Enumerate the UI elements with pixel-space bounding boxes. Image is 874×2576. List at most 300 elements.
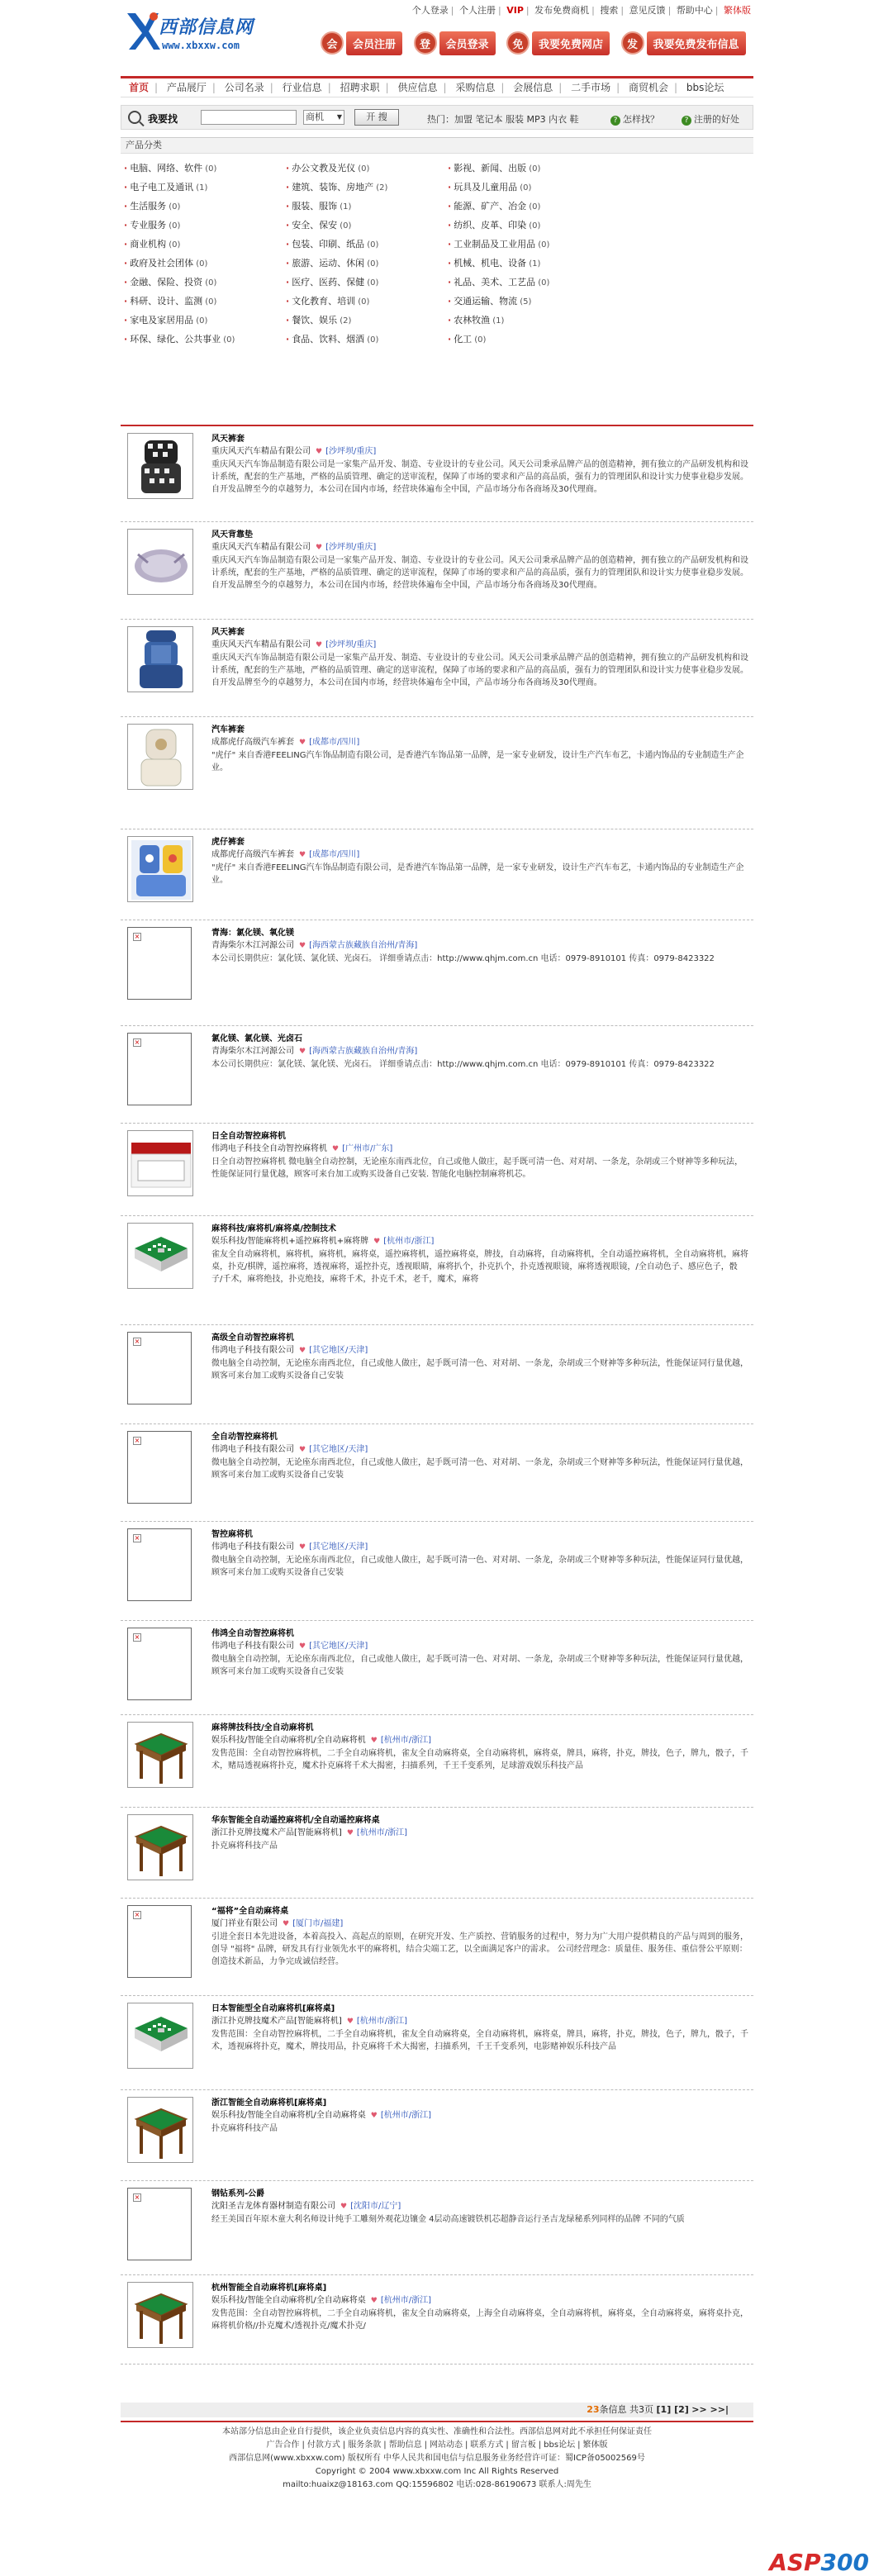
category-name: 环保、绿化、公共事业	[130, 334, 221, 345]
register-icon: 会	[321, 31, 344, 55]
category-count: (0)	[529, 202, 541, 211]
product-location[interactable]: [杭州市/浙江]	[383, 1237, 435, 1246]
product-info	[211, 433, 748, 496]
footer-contact: mailto:huaixz@18163.com QQ:15596802 电话:028-86190673 联系人:周先生	[283, 2480, 591, 2489]
product-title[interactable]: 麻将科技/麻将机/麻将桌/控制技术	[211, 1224, 336, 1233]
category-item[interactable]	[286, 181, 448, 194]
favorite-icon[interactable]: ♥	[299, 1048, 306, 1056]
product-location[interactable]: [杭州市/浙江]	[380, 2111, 431, 2120]
product-company[interactable]: 伟鸿电子科技有限公司	[211, 1445, 294, 1454]
product-image[interactable]	[127, 2282, 193, 2348]
broken-image-icon: ×	[134, 1633, 140, 1641]
category-item[interactable]	[286, 200, 448, 213]
page-total: 共3页	[629, 2404, 654, 2415]
category-item[interactable]	[448, 276, 610, 289]
product-company[interactable]: 娱乐科技/智能全自动麻将机/全自动麻将桌	[211, 2296, 366, 2305]
category-item[interactable]	[448, 200, 610, 213]
product-location[interactable]: [其它地区/天津]	[309, 1445, 368, 1454]
product-image-drawing	[128, 2098, 194, 2164]
footer-license: 西部信息网(www.xbxxw.com) 版权所有 中华人民共和国电信与信息服务业务经营许可证：蜀ICP备05002569号	[229, 2454, 645, 2463]
product-info	[211, 724, 748, 774]
product-image-drawing	[128, 2283, 194, 2349]
product-company-line	[211, 2015, 748, 2028]
product-location[interactable]: [厦门市/福建]	[292, 1919, 344, 1928]
favorite-icon[interactable]: ♥	[370, 1737, 378, 1745]
favorite-icon[interactable]: ♥	[340, 2203, 348, 2211]
category-item[interactable]	[448, 181, 610, 194]
separator: |	[424, 2441, 428, 2450]
product-location[interactable]: [沙坪坝/重庆]	[325, 640, 377, 649]
favorite-icon[interactable]: ♥	[316, 544, 323, 552]
product-description: 重庆风天汽车饰品制造有限公司是一家集产品开发、制造、专业设计的专业公司。风天公司秉承品牌产品的创造精神，拥有独立的产品研发机构和设计系统，配套的生产基地，严格的品质管理、确定的送审流程，保障了市场的要求和产品的高品质，强有力的管理团队和设计实力使事业稳步发展。自开发品牌至今的卓越努力，本公司在国内市场，经营块体遍布全中国，产品市场分布各商场及30代理商。	[211, 556, 748, 590]
favorite-icon[interactable]: ♥	[332, 1145, 340, 1153]
search-type-select[interactable]: 商机 ▼	[303, 110, 344, 125]
result-count: 23	[587, 2404, 600, 2415]
product-list	[121, 425, 753, 2365]
product-image[interactable]	[127, 1130, 193, 1196]
free-shop-button[interactable]: 免 我要免费网店	[506, 30, 610, 56]
footer-link[interactable]: 繁体版	[582, 2441, 608, 2450]
separator: |	[383, 2441, 387, 2450]
nav-supply[interactable]: 供应信息	[397, 82, 438, 93]
category-name: 能源、矿产、冶金	[454, 201, 527, 211]
product-image[interactable]	[127, 433, 193, 499]
favorite-icon[interactable]: ♥	[316, 448, 323, 456]
category-count: (2)	[376, 183, 388, 192]
search-bar	[121, 105, 753, 130]
product-title[interactable]: 汽车裤套	[211, 725, 245, 734]
category-name: 玩具及儿童用品	[454, 182, 518, 192]
favorite-icon[interactable]: ♥	[370, 2297, 378, 2305]
product-title[interactable]: 风天裤套	[211, 435, 245, 444]
product-title[interactable]: “福将”全自动麻将桌	[211, 1907, 289, 1916]
category-count: (1)	[340, 202, 352, 211]
content-wrap	[121, 0, 869, 2576]
product-company[interactable]: 伟鸿电子科技有限公司	[211, 1346, 294, 1355]
product-item	[121, 1522, 753, 1621]
site-logo[interactable]	[124, 5, 273, 58]
category-name: 礼品、美术、工艺品	[454, 277, 536, 288]
category-item[interactable]	[448, 295, 610, 308]
separator: |	[342, 2441, 346, 2450]
search-label: 我要找	[148, 113, 178, 125]
product-title[interactable]: 风天裤套	[211, 628, 245, 637]
product-company-line	[211, 1640, 748, 1653]
product-item	[121, 2275, 753, 2365]
category-item[interactable]	[124, 238, 286, 251]
product-description: 日全自动智控麻将机 微电脑全自动控制，无论座东南西北位，自己或他人做庄，起手既可清一色、对对胡、一条龙，杂胡或三个财神等多种玩法，性能保证同行量优越，顾客可来台加工或购买设备自己安装. 智能化电脑控制麻将机芯。	[211, 1157, 743, 1179]
register-benefits-link[interactable]: ? 注册的好处	[682, 112, 739, 126]
top-link-traditional[interactable]: 繁体版	[724, 5, 751, 16]
product-title[interactable]: 青海：氯化镁、氧化镁	[211, 929, 294, 938]
hot-word-links[interactable]: 加盟 笔记本 服装 MP3 内衣 鞋	[454, 114, 579, 125]
category-name: 政府及社会团体	[130, 258, 194, 269]
category-item[interactable]	[124, 314, 286, 327]
product-title[interactable]: 杭州智能全自动麻将机[麻将桌]	[211, 2284, 327, 2293]
product-image[interactable]	[127, 2097, 193, 2163]
category-item[interactable]	[124, 333, 286, 346]
product-item	[121, 1996, 753, 2090]
page-links[interactable]: [1] [2]	[656, 2404, 689, 2415]
nav-trade[interactable]: 商贸机会	[629, 82, 669, 93]
product-company-line	[211, 2294, 748, 2307]
product-location[interactable]: [成都市/四川]	[309, 850, 360, 859]
footer-link[interactable]: 联系方式	[470, 2441, 504, 2450]
product-image-placeholder[interactable]	[127, 1528, 192, 1601]
favorite-icon[interactable]: ♥	[316, 641, 323, 649]
product-company[interactable]: 重庆风天汽车精品有限公司	[211, 543, 311, 552]
product-description: 重庆风天汽车饰品制造有限公司是一家集产品开发、制造、专业设计的专业公司。风天公司秉承品牌产品的创造精神，拥有独立的产品研发机构和设计系统，配套的生产基地，严格的品质管理、确定的送审流程，保障了市场的要求和产品的高品质，强有力的管理团队和设计实力使事业稳步发展。自开发品牌至今的卓越努力，本公司在国内市场，经营块体遍布全中国，产品市场分布各商场及30代理商。	[211, 654, 748, 687]
favorite-icon[interactable]: ♥	[299, 1347, 306, 1355]
footer-link[interactable]: 网站动态	[430, 2441, 463, 2450]
product-info	[211, 2188, 748, 2226]
product-company[interactable]: 娱乐科技/智能全自动麻将机/全自动麻将机	[211, 1736, 366, 1745]
login-icon: 登	[414, 31, 437, 55]
favorite-icon[interactable]: ♥	[370, 2112, 378, 2120]
how-to-find-link[interactable]: ? 怎样找？	[610, 112, 659, 126]
product-image[interactable]	[127, 626, 193, 692]
category-header: 产品分类	[121, 137, 753, 154]
separator: |	[506, 2441, 509, 2450]
category-item[interactable]	[124, 162, 286, 175]
shop-icon: 免	[506, 31, 530, 55]
category-name: 医疗、医药、保健	[292, 277, 365, 288]
product-location[interactable]: [其它地区/天津]	[309, 1542, 368, 1552]
top-link-search[interactable]: 搜索	[600, 5, 619, 16]
product-description: 引进全套日本先进设备，本着高投入、高起点的原则，在研究开发、生产质控、营销服务的过程中，努力为广大用户提供精良的产品与周到的服务，创导 "福将" 品牌，研发具有行业领先水平的麻将机，结合尖端工艺，以全面满足客户的需求。 公司经营理念：质量佳、服务佳、重信誉公平原则：创造技术新品，力争完成诚信经营。	[211, 1932, 748, 1966]
product-info	[211, 836, 748, 886]
product-title[interactable]: 氯化镁、氯化镁、光卤石	[211, 1034, 302, 1043]
product-title[interactable]: 全自动智控麻将机	[211, 1433, 278, 1442]
category-count: (0)	[358, 297, 370, 307]
category-item[interactable]	[448, 257, 610, 270]
product-company-line	[211, 1235, 748, 1248]
product-description: 扑克麻将科技产品	[211, 1842, 278, 1851]
product-title[interactable]: 伟鸿全自动智控麻将机	[211, 1629, 294, 1638]
category-item[interactable]	[286, 276, 448, 289]
category-count: (0)	[340, 221, 352, 231]
product-image[interactable]	[127, 2003, 193, 2069]
product-image-placeholder[interactable]	[127, 1905, 192, 1978]
product-info	[211, 2282, 748, 2332]
product-company[interactable]: 成都虎仔高级汽车裤套	[211, 850, 294, 859]
favorite-icon[interactable]: ♥	[299, 1446, 306, 1454]
product-item	[121, 426, 753, 522]
category-name: 金融、保险、投资	[130, 277, 203, 288]
footer-link[interactable]: bbs论坛	[544, 2441, 576, 2450]
category-count: (0)	[196, 259, 208, 269]
category-count: (0)	[205, 297, 217, 307]
product-company[interactable]: 伟鸿电子科技有限公司	[211, 1542, 294, 1552]
category-item[interactable]	[286, 314, 448, 327]
product-image-placeholder[interactable]	[127, 1332, 192, 1404]
nav-jobs[interactable]: 招聘求职	[340, 82, 380, 93]
product-company[interactable]: 娱乐科技/智能麻将机+遥控麻将机+麻将牌	[211, 1237, 369, 1246]
product-description: 发售范围：全自动智控麻将机，二手全自动麻将机，雀友全自动麻将桌，上海全自动麻将桌，全自动麻将机，麻将桌，全自动麻将桌，麻将桌扑克，麻将机价格//扑克魔术/透视扑克/魔术扑克/	[211, 2309, 748, 2331]
product-item	[121, 920, 753, 1026]
top-link-feedback[interactable]: 意见反馈	[629, 5, 666, 16]
product-location[interactable]: [杭州市/浙江]	[380, 2296, 431, 2305]
product-image[interactable]	[127, 529, 193, 595]
category-count: (0)	[358, 164, 370, 173]
product-title[interactable]: 风天背靠垫	[211, 530, 253, 539]
product-company[interactable]: 成都虎仔高级汽车裤套	[211, 738, 294, 747]
footer-link[interactable]: 广告合作	[266, 2441, 300, 2450]
product-company[interactable]: 青海柴尔木江河源公司	[211, 1047, 294, 1056]
footer-links	[121, 2439, 753, 2452]
product-info	[211, 1332, 748, 1382]
category-name: 办公文教及光仪	[292, 163, 356, 173]
product-info	[211, 1905, 748, 1968]
product-image[interactable]	[127, 1814, 193, 1880]
category-count: (0)	[169, 202, 181, 211]
product-company[interactable]: 厦门祥业有限公司	[211, 1919, 278, 1928]
product-title[interactable]: 智控麻将机	[211, 1530, 253, 1539]
product-location[interactable]: [其它地区/天津]	[309, 1346, 368, 1355]
product-description: 微电脑全自动控制，无论座东南西北位，自己或他人做庄，起手既可清一色、对对胡、一条龙，杂胡或三个财神等多种玩法，性能保证同行量优越，顾客可来台加工或购买设备自己安装	[211, 1556, 748, 1577]
broken-image-icon: ×	[134, 1038, 140, 1046]
broken-image-icon: ×	[134, 1437, 140, 1444]
category-name: 化工	[454, 334, 473, 345]
favorite-icon[interactable]: ♥	[299, 942, 306, 950]
login-button[interactable]: 登 会员登录	[414, 30, 496, 56]
search-input[interactable]	[201, 110, 297, 125]
nav-exhibition[interactable]: 会展信息	[513, 82, 553, 93]
product-company[interactable]: 重庆风天汽车精品有限公司	[211, 447, 311, 456]
nav-home[interactable]: 首页	[129, 82, 150, 93]
category-count: (0)	[520, 183, 532, 192]
product-image-drawing	[128, 837, 194, 903]
page-next-links[interactable]: >> >>|	[691, 2404, 729, 2415]
product-image[interactable]	[127, 836, 193, 902]
post-info-button[interactable]: 发 我要免费发布信息	[621, 30, 746, 56]
main-nav: 首页 | 产品展厅 | 公司名录 | 行业信息 | 招聘求职 | 供应信息 | 采购信息 | 会展信息 | 二手市场 | 商贸机会 | bbs论坛	[121, 76, 753, 97]
product-item	[121, 1325, 753, 1424]
favorite-icon[interactable]: ♥	[373, 1238, 381, 1246]
product-location[interactable]: [广州市/广东]	[342, 1144, 393, 1153]
category-name: 商业机构	[130, 239, 167, 250]
category-name: 食品、饮料、烟酒	[292, 334, 365, 345]
category-item[interactable]	[286, 162, 448, 175]
product-image-drawing	[128, 530, 194, 596]
product-image[interactable]	[127, 724, 193, 790]
favorite-icon[interactable]: ♥	[283, 1920, 290, 1928]
footer-disclaimer: 本站部分信息由企业自行提供，该企业负责信息内容的真实性、准确性和合法性。西部信息网对此不承担任何保证责任	[222, 2427, 652, 2436]
footer-link[interactable]: 付款方式	[306, 2441, 340, 2450]
category-grid	[124, 162, 752, 346]
register-button[interactable]: 会 会员注册	[321, 30, 402, 56]
separator: |	[577, 2441, 581, 2450]
category-count: (5)	[520, 297, 532, 307]
product-company-line	[211, 848, 748, 862]
product-title[interactable]: 虎仔裤套	[211, 838, 245, 847]
separator: |	[465, 2441, 468, 2450]
product-item	[121, 1216, 753, 1325]
product-title[interactable]: 日全自动智控麻将机	[211, 1132, 286, 1141]
category-name: 机械、机电、设备	[454, 258, 527, 269]
product-location[interactable]: [成都市/四川]	[309, 738, 360, 747]
category-item[interactable]	[124, 276, 286, 289]
product-image-drawing	[128, 1815, 194, 1881]
product-image[interactable]	[127, 1722, 193, 1788]
product-description: 雀友全自动麻将机，麻将机，麻将机，麻将桌，遥控麻将机，遥控麻将桌，牌技，自动麻将，自动麻将机，全自动遥控麻将机，全自动麻将机，麻将桌，扑克/棋牌，遥控麻将，透视麻将，遥控扑克，透视眼睛，麻将扒个，扑克扒个，扑克透视眼镜，麻将透视眼镜，/全自动色子、感应色子，骰子/千术，麻将绝技，扑克绝技，麻将千术，扑克千术，老千，魔术，麻将	[211, 1250, 748, 1284]
favorite-icon[interactable]: ♥	[346, 2018, 354, 2026]
category-item[interactable]	[124, 295, 286, 308]
product-item	[121, 717, 753, 829]
broken-image-icon: ×	[134, 1338, 140, 1345]
product-company[interactable]: 沈阳圣吉龙体育器材制造有限公司	[211, 2202, 335, 2211]
category-item[interactable]	[124, 181, 286, 194]
product-image-placeholder[interactable]	[127, 1628, 192, 1700]
category-name: 服装、服饰	[292, 201, 338, 211]
product-description: 经王美国百年原木童大利名师设计纯手工雕刻外观花边镶金 4层动高速镀铁机芯超静音运行圣吉龙绿秘系列同样的品牌 不同的气质	[211, 2215, 685, 2224]
favorite-icon[interactable]: ♥	[346, 1829, 354, 1837]
product-image-placeholder[interactable]	[127, 1033, 192, 1105]
product-image[interactable]	[127, 1223, 193, 1289]
product-location[interactable]: [杭州市/浙江]	[356, 2017, 408, 2026]
product-company-line	[211, 939, 748, 953]
nav-bbs[interactable]: bbs论坛	[686, 82, 724, 93]
search-button[interactable]: 开 搜	[354, 109, 399, 126]
nav-companies[interactable]: 公司名录	[224, 82, 264, 93]
header	[121, 0, 753, 73]
top-link-vip[interactable]: VIP	[506, 5, 524, 16]
product-company[interactable]: 浙江扑克牌技魔术产品[智能麻将机]	[211, 2017, 342, 2026]
favorite-icon[interactable]: ♥	[299, 739, 306, 747]
category-item[interactable]	[286, 333, 448, 346]
category-name: 生活服务	[130, 201, 167, 211]
product-location[interactable]: [海西蒙古族藏族自治州/青海]	[309, 941, 418, 950]
separator: |	[302, 2441, 305, 2450]
category-count: (0)	[538, 240, 550, 250]
footer-link[interactable]: 留言板	[511, 2441, 536, 2450]
footer-link[interactable]: 帮助信息	[388, 2441, 422, 2450]
footer-link[interactable]: 服务条款	[348, 2441, 382, 2450]
product-title[interactable]: 浙江智能全自动麻将机[麻将桌]	[211, 2098, 327, 2108]
logo-icon	[124, 8, 162, 51]
top-link-post[interactable]: 发布免费商机	[534, 5, 590, 16]
category-count: (0)	[169, 221, 181, 231]
product-title[interactable]: 高级全自动智控麻将机	[211, 1333, 294, 1343]
category-item[interactable]	[448, 238, 610, 251]
category-item[interactable]	[448, 314, 610, 327]
product-info	[211, 1431, 748, 1481]
category-name: 安全、保安	[292, 220, 338, 231]
product-location[interactable]: [杭州市/浙江]	[356, 1828, 408, 1837]
product-item	[121, 1899, 753, 1996]
category-item[interactable]	[448, 219, 610, 232]
pagination: 23条信息 共3页 [1] [2] >> >>|	[121, 2403, 753, 2417]
product-company[interactable]: 浙江扑克牌技魔术产品[智能麻将机]	[211, 1828, 342, 1837]
nav-purchase[interactable]: 采购信息	[455, 82, 496, 93]
product-item	[121, 1808, 753, 1899]
product-company-line	[211, 2109, 748, 2122]
category-item[interactable]	[124, 257, 286, 270]
product-info	[211, 2003, 748, 2053]
favorite-icon[interactable]: ♥	[299, 851, 306, 859]
category-item[interactable]	[286, 295, 448, 308]
footer-copyright: Copyright © 2004 www.xbxxw.com Inc All Rights Reserved	[315, 2467, 559, 2476]
product-location[interactable]: [沙坪坝/重庆]	[325, 447, 377, 456]
product-location[interactable]: [杭州市/浙江]	[380, 1736, 431, 1745]
product-image-placeholder[interactable]	[127, 1431, 192, 1504]
top-link-help[interactable]: 帮助中心	[676, 5, 713, 16]
nav-industry[interactable]: 行业信息	[282, 82, 322, 93]
product-company-line	[211, 1143, 748, 1156]
category-item[interactable]	[124, 200, 286, 213]
product-info	[211, 927, 748, 965]
product-company[interactable]: 伟鸿电子科技全自动智控麻将机	[211, 1144, 327, 1153]
product-location[interactable]: [沙坪坝/重庆]	[325, 543, 377, 552]
broken-image-icon: ×	[134, 1534, 140, 1542]
product-info	[211, 1814, 748, 1852]
product-image-drawing	[128, 627, 194, 693]
favorite-icon[interactable]: ♥	[299, 1642, 306, 1651]
nav-showroom[interactable]: 产品展厅	[166, 82, 207, 93]
category-name: 家电及家居用品	[130, 315, 194, 326]
product-location[interactable]: [其它地区/天津]	[309, 1642, 368, 1651]
category-count: (1)	[529, 259, 541, 269]
product-company[interactable]: 伟鸿电子科技有限公司	[211, 1642, 294, 1651]
question-icon: ?	[682, 116, 691, 126]
category-count: (0)	[196, 316, 208, 326]
logo-name: 西部信息网	[159, 17, 254, 38]
hot-words: 热门：加盟 笔记本 服装 MP3 内衣 鞋	[427, 114, 579, 125]
product-company[interactable]: 青海柴尔木江河源公司	[211, 941, 294, 950]
product-image-placeholder[interactable]	[127, 927, 192, 1000]
category-item[interactable]	[448, 333, 610, 346]
nav-second-hand[interactable]: 二手市场	[571, 82, 611, 93]
product-description: 本公司长期供应：氯化镁、氯化镁、光卤石。 详细垂请点击：http://www.qhjm.com.cn 电话：0979-8910101 传真：0979-8423322	[211, 1060, 715, 1069]
category-item[interactable]	[286, 219, 448, 232]
product-title[interactable]: 钢钻系列-公爵	[211, 2189, 265, 2198]
product-company-line	[211, 639, 748, 652]
top-link-login[interactable]: 个人登录	[411, 5, 449, 16]
product-company[interactable]: 重庆风天汽车精品有限公司	[211, 640, 311, 649]
category-item[interactable]	[448, 162, 610, 175]
broken-image-icon: ×	[134, 2193, 140, 2201]
product-item	[121, 1715, 753, 1808]
product-location[interactable]: [海西蒙古族藏族自治州/青海]	[309, 1047, 418, 1056]
product-title[interactable]: 华东智能全自动遥控麻将机/全自动遥控麻将桌	[211, 1816, 380, 1825]
product-info	[211, 1223, 748, 1286]
broken-image-icon: ×	[134, 1911, 140, 1918]
category-item[interactable]	[286, 238, 448, 251]
product-info	[211, 2097, 748, 2135]
product-info	[211, 1528, 748, 1579]
category-name: 科研、设计、监测	[130, 296, 203, 307]
product-image-placeholder[interactable]	[127, 2188, 192, 2260]
product-image-drawing	[128, 1224, 194, 1290]
category-count: (0)	[529, 221, 541, 231]
category-item[interactable]	[124, 219, 286, 232]
category-name: 工业制品及工业用品	[454, 239, 536, 250]
product-item	[121, 829, 753, 920]
product-location[interactable]: [沈阳市/辽宁]	[350, 2202, 401, 2211]
favorite-icon[interactable]: ♥	[299, 1543, 306, 1552]
category-count: (0)	[367, 335, 379, 345]
product-title[interactable]: 日本智能型全自动麻将机[麻将桌]	[211, 2004, 335, 2013]
product-title[interactable]: 麻将牌技科技/全自动麻将机	[211, 1723, 314, 1732]
category-name: 电脑、网络、软件	[130, 163, 203, 173]
product-company[interactable]: 娱乐科技/智能全自动麻将机/全自动麻将桌	[211, 2111, 366, 2120]
product-description: 微电脑全自动控制，无论座东南西北位，自己或他人做庄，起手既可清一色、对对胡、一条龙，杂胡或三个财神等多种玩法，性能保证同行量优越，顾客可来台加工或购买设备自己安装	[211, 1655, 748, 1676]
product-company-line	[211, 1443, 748, 1457]
product-item	[121, 1124, 753, 1216]
logo-url: www.xbxxw.com	[162, 40, 240, 51]
top-link-register[interactable]: 个人注册	[459, 5, 496, 16]
category-item[interactable]	[286, 257, 448, 270]
